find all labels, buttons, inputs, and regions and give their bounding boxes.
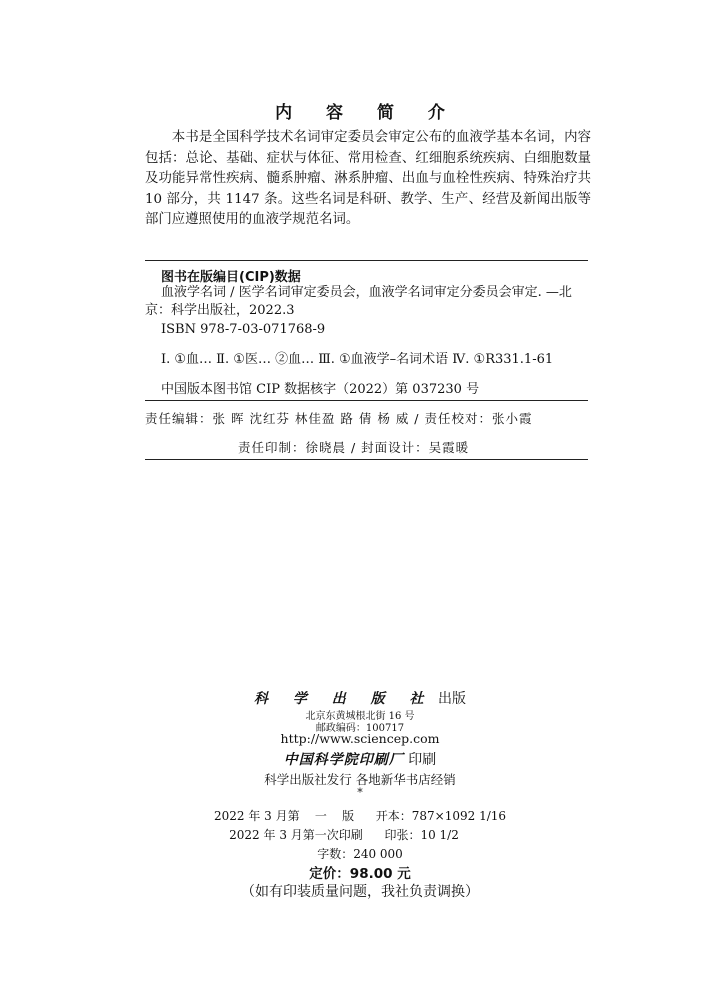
printer-line xyxy=(0,749,720,769)
publisher-url: http://www.sciencep.com xyxy=(280,731,440,746)
credits-editors: 责任编辑：张 晖 沈红芬 林佳盈 路 倩 杨 威 / 责任校对：张小霞 xyxy=(145,411,533,426)
edition-row xyxy=(0,807,720,824)
format-size: 开本：787×1092 1/16 xyxy=(375,809,507,823)
publisher-name: 科 学 出 版 社 xyxy=(254,691,434,707)
publisher-postcode: 邮政编码：100717 xyxy=(315,723,405,734)
cip-top-rule xyxy=(145,260,588,261)
edition-date: 2022 年 3 月第 一 版 xyxy=(213,809,355,823)
credits-rule xyxy=(145,459,588,460)
print-row xyxy=(0,826,720,843)
quality-notice: （如有印装质量问题，我社负责调换） xyxy=(241,884,479,900)
print-date: 2022 年 3 月第一次印刷 xyxy=(229,828,363,842)
summary-body: 本书是全国科学技术名词审定委员会审定公布的血液学基本名词，内容包括：总论、基础、症状与体征、常用检查、红细胞系统疾病、白细胞数量及功能异常性疾病、髓系肿瘤、淋系肿瘤、出血与血栓性疾病、特殊治疗共 10 部分，共 1147 条。这些名词是科研、教学、生产、经营及新闻出版等部门应遵照使用的血液学规范名词。 xyxy=(145,130,591,227)
credits-production: 责任印制：徐晓晨 / 封面设计：吴霞暖 xyxy=(238,440,470,455)
cip-bottom-rule xyxy=(145,400,588,401)
cip-isbn: ISBN 978-7-03-071768-9 xyxy=(161,322,326,337)
printer-name: 中国科学院印刷厂 xyxy=(283,752,404,768)
publisher-suffix: 出版 xyxy=(437,691,466,707)
price: 定价：98.00 元 xyxy=(309,866,411,882)
publisher-address: 北京东黄城根北街 16 号 xyxy=(305,711,415,722)
print-sheets: 印张：10 1/2 xyxy=(384,828,459,842)
distribution: 科学出版社发行 各地新华书店经销 xyxy=(264,772,456,787)
publisher-line xyxy=(0,688,720,708)
word-count: 字数：240 000 xyxy=(317,847,403,861)
printer-suffix: 印刷 xyxy=(408,752,437,768)
cip-classification: Ⅰ. ①血… Ⅱ. ①医… ②血… Ⅲ. ①血液学–名词术语 Ⅳ. ①R331.1-61 xyxy=(161,352,554,367)
cip-entry: 血液学名词 / 医学名词审定委员会，血液学名词审定分委员会审定. —北京：科学出版社，2022.3 xyxy=(145,285,572,318)
cip-heading: 图书在版编目(CIP)数据 xyxy=(161,270,301,285)
separator-mark: * xyxy=(357,786,363,799)
summary-heading: 内 容 简 介 xyxy=(275,103,459,123)
cip-record: 中国版本图书馆 CIP 数据核字（2022）第 037230 号 xyxy=(161,382,480,397)
